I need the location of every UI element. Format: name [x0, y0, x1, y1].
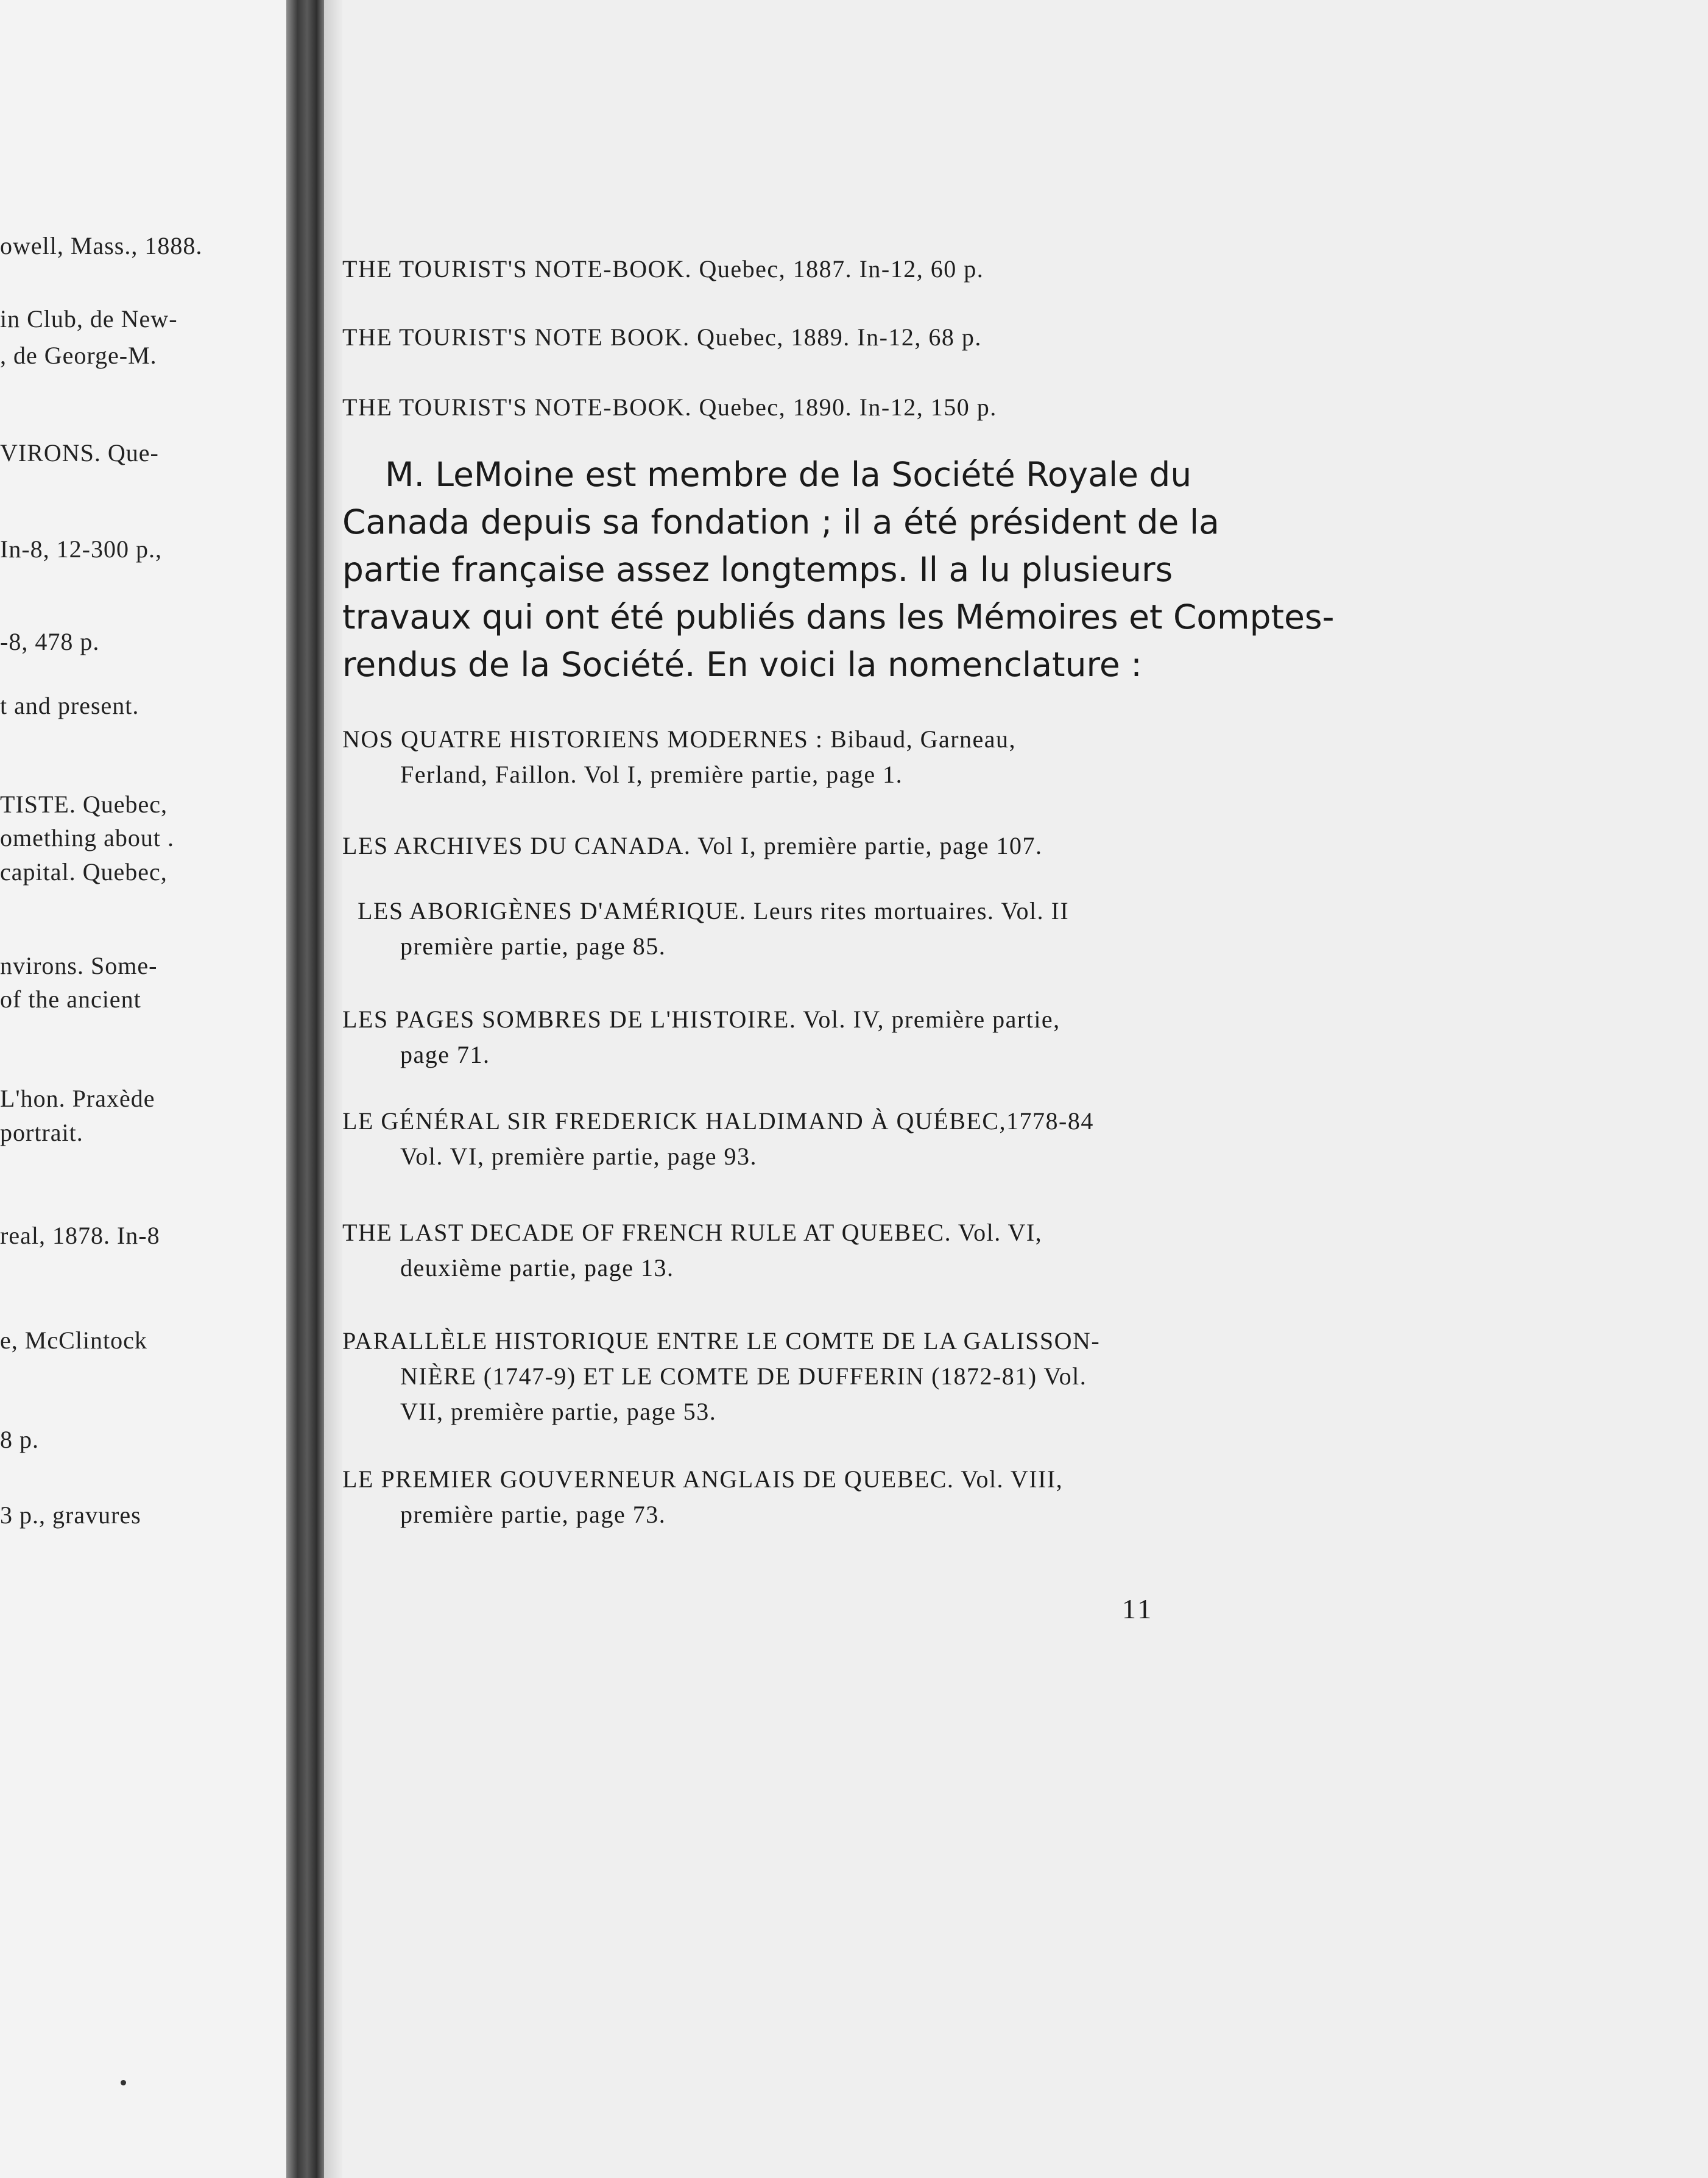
- entry-title: LE GÉNÉRAL SIR FREDERICK HALDIMAND À QUÉBEC,1778-84: [342, 1107, 1094, 1135]
- paragraph-line: travaux qui ont été publiés dans les Mémoires et Comptes-: [342, 597, 1335, 636]
- tourist-book-entry: THE TOURIST'S NOTE-BOOK. Quebec, 1887. In-12, 60 p.: [342, 255, 984, 283]
- entry-title: THE LAST DECADE OF FRENCH RULE AT QUEBEC. Vol. VI,: [342, 1219, 1043, 1246]
- entry-continuation: NIÈRE (1747-9) ET LE COMTE DE DUFFERIN (1872-81) Vol.: [400, 1362, 1087, 1390]
- entry-title: LES ARCHIVES DU CANADA. Vol I, première partie, page 107.: [342, 832, 1043, 859]
- left-page-line: nvirons. Some-: [0, 952, 158, 979]
- entry-title: LES PAGES SOMBRES DE L'HISTOIRE. Vol. IV, première partie,: [342, 1006, 1060, 1033]
- memoir-entry: [342, 1002, 1060, 1073]
- entry-title: LES ABORIGÈNES D'AMÉRIQUE. Leurs rites mortuaires. Vol. II: [358, 897, 1070, 925]
- page-number: 11: [1122, 1593, 1154, 1624]
- entry-continuation: première partie, page 85.: [400, 932, 666, 960]
- left-page-line: L'hon. Praxède: [0, 1085, 155, 1112]
- memoir-entry: [342, 722, 1016, 792]
- tourist-book-entry: THE TOURIST'S NOTE-BOOK. Quebec, 1890. In-12, 150 p.: [342, 393, 997, 421]
- tourist-book-entry: THE TOURIST'S NOTE BOOK. Quebec, 1889. In-12, 68 p.: [342, 323, 982, 351]
- entry-title: NOS QUATRE HISTORIENS MODERNES : Bibaud, Garneau,: [342, 725, 1017, 753]
- memoir-entry: [342, 1462, 1063, 1532]
- binding-gutter: [286, 0, 324, 2178]
- entry-continuation: Ferland, Faillon. Vol I, première partie, page 1.: [400, 761, 903, 788]
- paragraph-line: rendus de la Société. En voici la nomenclature :: [342, 645, 1142, 684]
- entry-continuation: première partie, page 73.: [400, 1501, 666, 1528]
- memoir-entry: [342, 1104, 1094, 1174]
- left-page-line: 8 p.: [0, 1426, 39, 1453]
- memoir-entry: [342, 1323, 1100, 1429]
- left-page-line: VIRONS. Que-: [0, 439, 159, 467]
- left-facing-page: [0, 0, 286, 2178]
- left-page-line: e, McClintock: [0, 1327, 147, 1354]
- left-page-line: real, 1878. In-8: [0, 1222, 160, 1249]
- memoir-entry: [342, 1215, 1042, 1286]
- memoir-entry: [358, 893, 1069, 964]
- left-page-line: -8, 478 p.: [0, 628, 100, 655]
- left-page-line: TISTE. Quebec,: [0, 791, 168, 818]
- left-page-line: 3 p., gravures: [0, 1501, 141, 1529]
- right-page: [342, 0, 1708, 2178]
- entry-continuation: VII, première partie, page 53.: [400, 1398, 717, 1425]
- body-paragraph: [342, 451, 1335, 688]
- entry-title: LE PREMIER GOUVERNEUR ANGLAIS DE QUEBEC. Vol. VIII,: [342, 1465, 1064, 1493]
- left-page-line: owell, Mass., 1888.: [0, 232, 203, 259]
- left-page-line: capital. Quebec,: [0, 858, 168, 886]
- paragraph-line: Canada depuis sa fondation ; il a été président de la: [342, 502, 1219, 541]
- left-page-line: In-8, 12-300 p.,: [0, 535, 162, 563]
- memoir-entry: [342, 828, 1042, 864]
- entry-continuation: Vol. VI, première partie, page 93.: [400, 1143, 758, 1170]
- left-page-line: portrait.: [0, 1119, 83, 1146]
- entry-continuation: page 71.: [400, 1041, 490, 1068]
- left-page-line: , de George-M.: [0, 342, 157, 369]
- page-fold-shadow: [324, 0, 342, 2178]
- left-page-line: in Club, de New-: [0, 305, 178, 333]
- paragraph-line: M. LeMoine est membre de la Société Royale du: [385, 455, 1192, 494]
- left-page-line: of the ancient: [0, 985, 141, 1013]
- entry-title: PARALLÈLE HISTORIQUE ENTRE LE COMTE DE LA GALISSON-: [342, 1327, 1101, 1355]
- speck-mark: [121, 2080, 126, 2085]
- left-page-line: t and present.: [0, 692, 139, 719]
- paragraph-line: partie française assez longtemps. Il a lu plusieurs: [342, 550, 1173, 589]
- entry-continuation: deuxième partie, page 13.: [400, 1254, 674, 1281]
- left-page-line: omething about .: [0, 824, 174, 851]
